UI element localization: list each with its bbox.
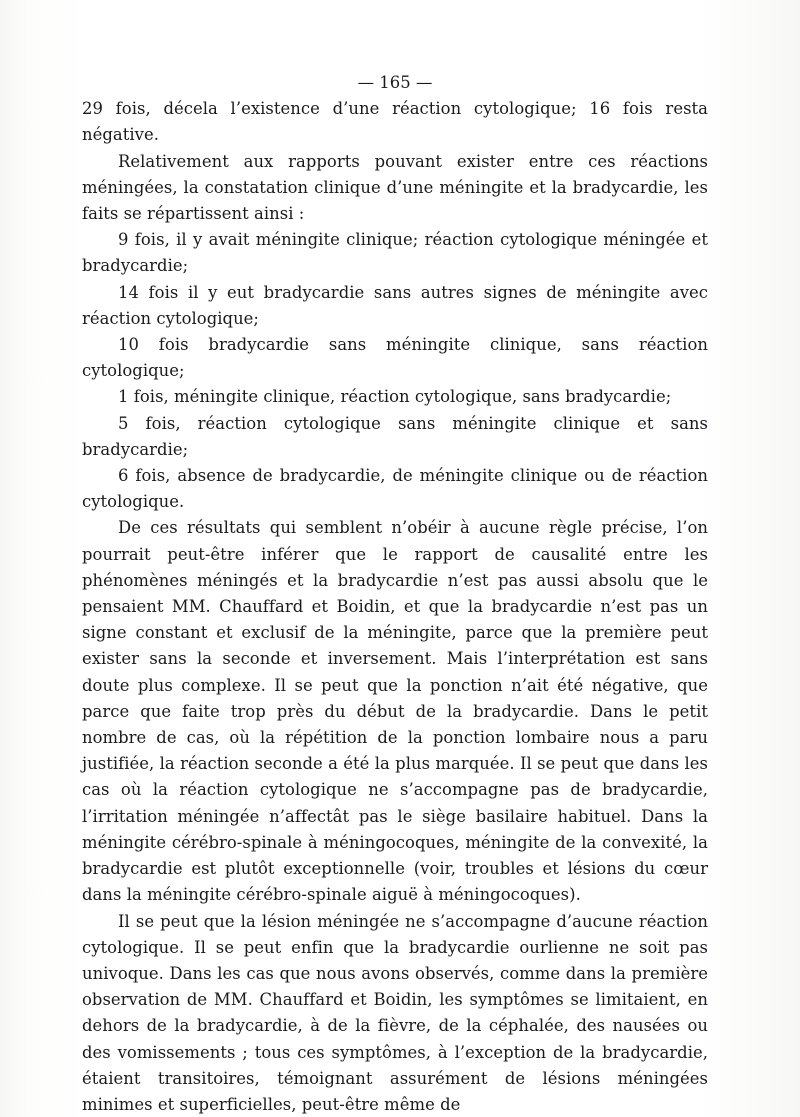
paragraph: 10 fois bradycardie sans méningite clinique, sans réaction cytologique; (82, 335, 708, 381)
paragraph: 6 fois, absence de bradycardie, de méningite clinique ou de réaction cytologique. (82, 466, 708, 512)
page-number: — 165 — (357, 73, 433, 92)
paragraph: 9 fois, il y avait méningite clinique; réaction cytologique méningée et bradycardie; (82, 230, 708, 276)
paragraph: 5 fois, réaction cytologique sans méningite clinique et sans bradycardie; (82, 413, 708, 459)
paragraph: 14 fois il y eut bradycardie sans autres signes de méningite avec réaction cytologique; (82, 282, 708, 328)
paragraph: 29 fois, décela l’existence d’une réaction cytologique; 16 fois resta négative. (82, 99, 708, 145)
text-column (82, 58, 708, 1117)
paragraph: De ces résultats qui semblent n’obéir à aucune règle précise, l’on pourrait peut-être inférer que le rapport de causalité entre les phénomènes méningés et la bradycardie n’est pas aussi absolu que le pensaient MM. Chauffard et Boidin, et que la bradycardie n’est pas un signe constant et exclusif de la méningite, parce que la première peut exister sans la seconde et inversement. Mais l’interprétation est sans doute plus complexe. Il se peut que la ponction n’ait été négative, que parce que faite trop près du début de la bradycardie. Dans le petit nombre de cas, où la répétition de la ponction lombaire nous a paru justifiée, la réaction seconde a été la plus marquée. Il se peut que dans les cas où la réaction cytologique ne s’accompagne pas de bradycardie, l’irritation méningée n’affectât pas le siège basilaire habituel. Dans la méningite cérébro-spinale à méningocoques, méningite de la convexité, la bradycardie est plutôt exceptionnelle (voir, troubles et lésions du cœur dans la méningite cérébro-spinale aiguë à méningocoques). (82, 518, 708, 905)
paragraph: 1 fois, méningite clinique, réaction cytologique, sans bradycardie; (118, 387, 672, 407)
paragraph: Il se peut que la lésion méningée ne s’accompagne d’aucune réaction cytologique. Il se peut enfin que la bradycardie ourlienne ne soit pas univoque. Dans les cas que nous avons observés, comme dans la première observation de MM. Chauffard et Boidin, les symptômes se limitaient, en dehors de la bradycardie, à de la fièvre, de la céphalée, des nausées ou des vomissements ; tous ces symptômes, à l’exception de la bradycardie, étaient transitoires, témoignant assurément de lésions méningées minimes et superficielles, peut-être même de (82, 911, 708, 1114)
paragraph: Relativement aux rapports pouvant exister entre ces réactions méningées, la constatation clinique d’une méningite et la bradycardie, les faits se répartissent ainsi : (82, 151, 708, 224)
body-text (82, 96, 708, 1117)
